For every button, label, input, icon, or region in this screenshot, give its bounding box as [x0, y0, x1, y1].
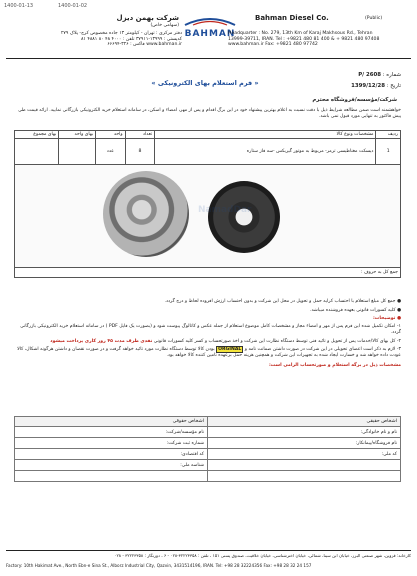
- sum-row: [15, 268, 401, 278]
- company-name-fa: شرکت بهمن دیزل: [116, 14, 179, 22]
- note-2: ۲- کل بهای کالا/خدمات پس از تحویل و تائید فنی توسط دستگاه نظارت این شرکت و اخذ صورتحساب و کسر کلیه کسورات قانونی نقدی ظرف مدت ۴۵ روز کاری پرداخت میشود: [50, 338, 401, 344]
- national-id-field[interactable]: شناسه ملی:: [15, 460, 208, 471]
- registration-number-field[interactable]: شماره ثبت شرکت:: [15, 438, 208, 449]
- notes-heading: ● توضیحات:: [372, 316, 401, 322]
- col-desc: مشخصات ونوع کالا: [155, 131, 376, 139]
- addressee: شرکت/مؤسسه/فروشگاه محترم: [312, 97, 397, 103]
- row-qty: 8: [125, 139, 155, 165]
- note-1: ۱- امکان تکمیل شده این فرم پس از مهر و امضاء مجاز و مشخصات کامل موضوع استعلام از جمله عکس و کاتالوگ پیوست شود و (بصورت یک فایل PDF ) در سامانه استعلام خرید الکترونیکی بازرگانی گردد.: [20, 324, 401, 335]
- notes-block: [14, 299, 401, 369]
- watermark: NamadDar: [198, 205, 252, 215]
- footer-en: Factory: 10th Hakimat Ave., North Ebn-e Sina St., Alborz Industrial City, Qazvin, 3431514196, IRAN. Tel: +98 28 32224356 Fax: +98 28 32 24 157: [6, 563, 312, 568]
- col-qty: تعداد: [125, 131, 155, 139]
- items-table: [14, 130, 401, 278]
- col-unit: واحد: [96, 131, 126, 139]
- items-table-header: [15, 131, 401, 139]
- national-code-field[interactable]: کد ملی:: [208, 449, 401, 460]
- store-name-field[interactable]: نام فروشگاه/پیمانکار:: [208, 438, 401, 449]
- product-photo-cell: [15, 165, 401, 268]
- photo-row: [15, 165, 401, 268]
- original-highlight: ORGINAL: [218, 347, 242, 353]
- top-date-2: 1400-01-02: [58, 3, 88, 9]
- col-legal-persons: اشخاص حقوقی: [15, 417, 208, 427]
- footer-fa: کارخانه: قزوین، شهر صنعتی البرز، خیابان ابن سینا، شمالی، خیابان اخترشناسی، خیابان خلاقیت، صندوق پستی ۱۵۱ ، تلفن : ۳۲۲۲۳۳۵۸-۰۲۸ - ۶ ، دورنگار : ۳۲۲۲۳۳۵۸ - ۰۲۸: [114, 553, 411, 558]
- blank-field-2[interactable]: [208, 471, 401, 482]
- doc-number: شماره : P/ 2608: [358, 72, 401, 78]
- logo-swoosh-icon: [175, 17, 245, 27]
- public-label: (Public): [365, 16, 383, 21]
- row-unit-price[interactable]: [59, 139, 96, 165]
- company-name-en: Bahman Diesel Co.: [255, 14, 329, 22]
- economic-code-field[interactable]: کد اقتصادی:: [15, 449, 208, 460]
- blank-field-3[interactable]: [15, 471, 208, 482]
- company-name-field[interactable]: نام مؤسسه/شرکت:: [15, 427, 208, 438]
- company-type-fa: (سهامی خاص): [150, 23, 179, 28]
- doc-date: تاریخ : 1399/12/28: [351, 83, 401, 89]
- address-en: Headquarter : No. 279, 13th Km of Karaj Makhsous Rd., Tehran 13999-39711, IRAN. Tel : +9821 480 81 400 & + 9821 480 97408 www.bahman.ir Fax: +9821 480 97742: [228, 31, 380, 48]
- col-unit-price: بهای واحد: [59, 131, 96, 139]
- note-3: ۳- لازم به ذکر است اعضای تحویلی در این شرکت در صورت داشتن ضمانت نامه و ORGINAL بودن کالا توسط دستگاه نظارت مورد تائید خواهد گرفت و در صورت نقصان و داشتن هرگونه اشکال، کالا عودت داده خواهد شد و خسارت ایجاد شده به تجهیزات این شرکت و همچنین هزینه حمل برعهده تامین کننده کالا خواهد بود.: [17, 347, 401, 359]
- col-index: ردیف: [376, 131, 401, 139]
- note-bullet-1: ● جمع کل مبلغ استعلام با احتساب کرایه حمل و تحویل در محل این شرکت و بدون احتساب ارزش افزوده لحاظ و درج گردد.: [164, 299, 401, 304]
- header-divider: [6, 58, 411, 59]
- intro-text: خواهشمند است ضمن مطالعه شرایط ذیل با دقت نسبت به اعلام بهترین پیشنهاد خود در این برگ اقدام و پس از مهر، امضاء و اسکن، در سامانه استعلام خرید الکترونیکی بازرگانی نمایید. ارائه قیمت طی پیش فاکتور به تنهایی مورد قبول نمی باشد.: [18, 108, 401, 119]
- row-unit: عدد: [96, 139, 126, 165]
- blank-field-1[interactable]: [208, 460, 401, 471]
- brake-disc-photo: [103, 171, 189, 257]
- required-info-heading: مشخصات ذیل در برگه استعلام و صورتحساب الزامی است:: [268, 362, 401, 368]
- note-bullet-2: ● کلیه کسورات قانونی بعهده فروشنده میباشد.: [310, 307, 401, 313]
- address-fa: دفتر مرکزی : تهران - کیلومتر ۱۳ جاده مخصوص کرج- پلاک ۲۷۹ کدپستی : ۱۳۹۹۹-۳۷۹۱۱ تلفن : ۴۰۰۰ ۴۸ ۸۰ ۴۸۸۱ ۸۱ www.bahman.ir فاکس : ۳۲۶-۶۶۶۹۴: [60, 31, 182, 48]
- col-real-persons: اشخاص حقیقی: [208, 417, 401, 427]
- table-row: [15, 139, 401, 165]
- row-total-price[interactable]: [15, 139, 59, 165]
- vendor-info-table: [14, 416, 401, 482]
- brake-ring-photo: [208, 181, 280, 253]
- row-index: 1: [376, 139, 401, 165]
- logo-wordmark: BAHMAN: [184, 29, 236, 39]
- col-total-price: بهای مجموع: [15, 131, 59, 139]
- form-title: « فرم استعلام بهای الکترونیکی »: [151, 79, 259, 87]
- footer-divider: [6, 550, 411, 551]
- row-desc: دیسکت مغناطیسی ترمز- مربوط به موتور گیربکس -سه فاز ستاره: [155, 139, 376, 165]
- sum-label[interactable]: جمع کل به حروف :: [15, 268, 401, 278]
- company-logo: [175, 12, 245, 39]
- top-date-1: 1400-01-13: [4, 3, 34, 9]
- full-name-field[interactable]: نام و نام خانوادگی:: [208, 427, 401, 438]
